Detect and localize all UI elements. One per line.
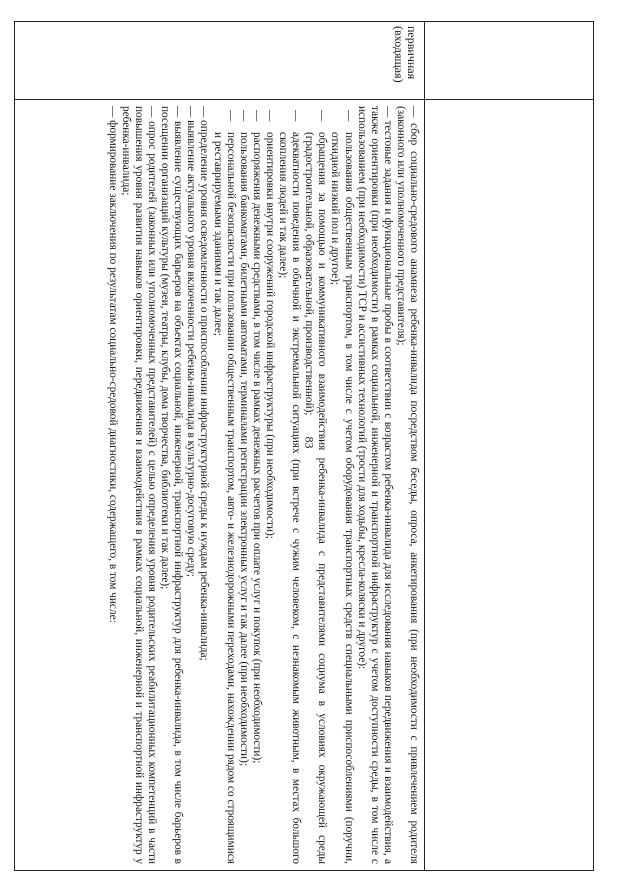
list-item (328, 106, 354, 864)
list-item-text: персональной безопасности при пользовании общественным транспортом, авто- и железнодорожными переходами, нахождении рядом со строящимися и реставрируемыми зданиями и так далее; (211, 132, 237, 864)
content-cell (15, 100, 424, 870)
document-table (14, 21, 594, 871)
dash-marker: — (342, 110, 355, 122)
stage-label-line-1: первичная (405, 26, 419, 80)
stage-cell (15, 22, 424, 100)
page-number: 83 (302, 436, 317, 449)
list-item (302, 106, 328, 864)
list-item-text: обращения за помощью и коммуникативного взаимодействия ребенка-инвалида с представителями социума в условиях окружающей среды (градостроительной, образовательной, производственной); (303, 132, 329, 864)
paragraph: — определение уровня осведомленности о приспособлении инфраструктурной среды к нуждам ребенка-инвалида; (198, 106, 211, 661)
dash-marker: — (237, 110, 250, 122)
table-row-primary (15, 22, 424, 870)
list-item-text: пользования банкоматами, билетными автоматами, терминалами регистрации электронных услуг и так далее (при необходимости); (237, 132, 250, 766)
list-item-text: пользования общественным транспортом, в том числе с учетом оборудования транспортных средств специальными приспособлениями (поручни, откидной низкий пол и другое); (329, 132, 355, 864)
list-item-text: адекватности поведения в обычной и экстремальной ситуациях (при встрече с чужим человеком, с незнакомым животным, в местах большого скопления людей и так далее); (277, 132, 303, 864)
list-item (250, 106, 263, 864)
dash-marker: — (250, 110, 263, 122)
paragraph: — выявление актуального уровня включенности ребенка-инвалида в культурно-досуговую среду; (185, 106, 198, 577)
table-cell-empty-main (425, 100, 593, 870)
table-cell-empty-left (425, 22, 593, 100)
list-item (276, 106, 302, 864)
paragraph: — опрос родителей (законных или уполномоченных представителей) с целью определения уровня родительских реабилитационных компетенций в части повышения уровня развития навыков ориентировки, передвижения и взаимодействия в рамках социальной, инженерной и транспортной инфраструктур у ребенка-инвалида; (119, 106, 159, 864)
list-item (237, 106, 250, 864)
paragraph: — формирование заключения по результатам социально-средовой диагностики, содержащего, в том числе: (106, 106, 119, 623)
dash-marker: — (263, 110, 276, 122)
dash-marker: — (224, 110, 237, 122)
list-item (263, 106, 276, 864)
list-item (211, 106, 237, 864)
dash-marker: — (316, 110, 329, 122)
stage-label (386, 22, 424, 99)
list-item-text: распоряжения денежными средствами, в том числе в рамках денежных расчетов при оплате услуг и покупок (при необходимости); (250, 132, 263, 764)
content-text (15, 100, 424, 870)
list-item-text: ориентировки внутри сооружений городской инфраструктуры (при необходимости); (263, 132, 276, 539)
stage-label-line-2: (входящая) (392, 26, 406, 83)
paragraph: — выявление существующих барьеров на объектах социальной, инженерной, транспортной инфраструктур для ребенка-инвалида, в том числе барьеров в посещении организаций культуры (музеи, театры, клубы, дома творчества, библиотеки и так далее); (159, 106, 185, 864)
paragraph: — тестовые задания и функциональные пробы в соответствии с возрастом ребенка-инвалида для исследования навыков передвижения и взаимодействия, а также ориентировки (при необходимости) в рамках социальной, инженерной и транспортной инфраструктур с учетом доступности среды, в том числе с использованием (при необходимости) ТСР и ассистивных технологий (трости для ходьбы, кресла-коляски и другое): (355, 106, 394, 864)
paragraph: — сбор социально-средового анамнеза ребенка-инвалида посредством беседы, опроса, анкетирования (при необходимости с привлечением родителя (законного или уполномоченного представителя); (394, 106, 420, 864)
table-row-empty (424, 22, 593, 870)
dash-marker: — (290, 110, 303, 122)
